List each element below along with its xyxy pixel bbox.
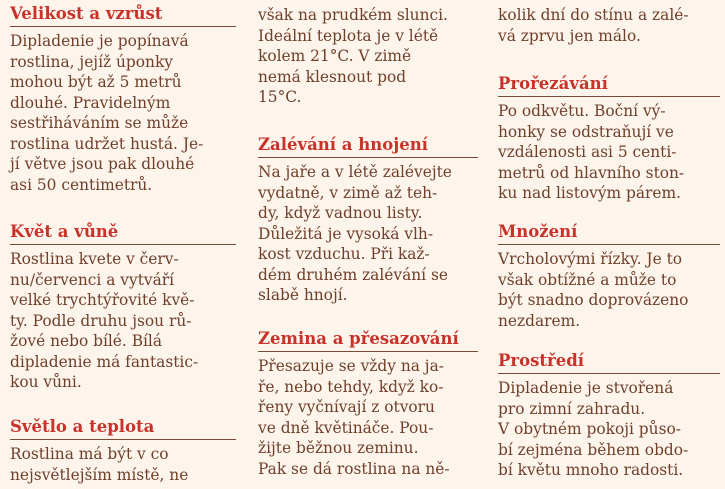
text-line: slabě hnojí. [258, 286, 348, 304]
section-continuation [498, 5, 720, 46]
text-line: rostlina udržet hustá. Je- [10, 134, 204, 153]
text-line: rostlina, jejíž úponky [10, 52, 173, 71]
section-heading: Zalévání a hnojení [258, 135, 478, 158]
section-heading: Zemina a přesazování [258, 329, 478, 352]
text-line: nemá klesnout pod [258, 67, 407, 86]
text-line: žijte běžnou zeminu. [258, 439, 419, 457]
text-line: Přesazuje se vždy na ja- [258, 357, 444, 375]
section-text [258, 5, 478, 108]
section-heading: Prořezávání [498, 74, 720, 97]
text-line: řeny vyčnívají z otvoru [258, 398, 435, 416]
text-line: velké trychtýřovité kvě- [10, 291, 195, 309]
section-heading: Množení [498, 222, 720, 245]
text-line: kou vůni. [10, 373, 82, 391]
section-heading: Světlo a teplota [10, 417, 236, 440]
text-line: vá zprvu jen málo. [498, 26, 641, 45]
section-heading: Prostředí [498, 351, 720, 374]
text-line: nu/červenci a vytváří [10, 270, 175, 289]
section-velikost [10, 4, 236, 195]
text-line: honky se odstraňují ve [498, 122, 674, 141]
text-line: ře, nebo tehdy, když ko- [258, 377, 444, 396]
text-line: žové nebo bílé. Bílá [10, 332, 163, 350]
text-line: kolem 21°C. V zimě [258, 47, 412, 65]
text-line: Rostlina má být v co [10, 445, 169, 463]
text-line: dém druhém zalévání se [258, 265, 448, 284]
text-line: Rostlina kvete v červ- [10, 250, 179, 268]
section-text [10, 249, 236, 393]
section-text [498, 378, 720, 481]
text-line: metrů od hlavního ston- [498, 163, 685, 182]
section-text [258, 162, 478, 306]
text-line: kolik dní do stínu a zalé- [498, 6, 689, 24]
text-line: vydatně, v zimě až teh- [258, 183, 438, 202]
text-line: 15°C. [258, 88, 302, 106]
text-line: pro zimní zahradu. [498, 399, 646, 418]
text-line: sestřiháváním se může [10, 114, 189, 132]
section-text [10, 31, 236, 195]
text-line: Vrcholovými řízky. Je to [498, 250, 683, 268]
section-zemina [258, 329, 478, 479]
text-line: ku nad listovým párem. [498, 184, 682, 202]
text-line: ve dně květináče. Pou- [258, 418, 434, 437]
text-line: Dipladenie je stvořená [498, 379, 674, 397]
section-mnozeni [498, 222, 720, 331]
text-line: kost vzduchu. Při kaž- [258, 245, 430, 263]
text-line: dipladenie má fantastic- [10, 352, 199, 371]
text-line: Dipladenie je popínavá [10, 32, 189, 50]
text-line: nezdarem. [498, 311, 581, 330]
section-continuation [258, 5, 478, 108]
text-line: Po odkvětu. Boční vý- [498, 102, 666, 120]
text-line: Na jaře a v létě zalévejte [258, 163, 452, 181]
section-text [498, 249, 720, 331]
text-line: však obtížné a může to [498, 270, 677, 289]
text-line: Ideální teplota je v létě [258, 26, 439, 45]
text-line: dy, když vadnou listy. [258, 204, 423, 222]
text-line: být snadno doprovázeno [498, 291, 689, 309]
text-line: dlouhé. Pravidelným [10, 93, 171, 112]
text-line: nejsvětlejším místě, ne [10, 465, 189, 484]
section-text [258, 356, 478, 479]
text-line: V obytném pokoji půso- [498, 420, 681, 438]
text-line: asi 50 centimetrů. [10, 175, 153, 194]
text-line: mohou být až 5 metrů [10, 73, 182, 91]
text-line: však na prudkém slunci. [258, 6, 448, 24]
text-line: bí zejména během obdo- [498, 440, 689, 459]
text-line: vzdálenosti asi 5 centi- [498, 143, 677, 161]
section-text [498, 101, 720, 204]
section-text [10, 444, 236, 485]
section-kvet [10, 222, 236, 393]
text-line: bí květu mnoho radosti. [498, 461, 684, 479]
text-line: Důležitá je vysoká vlh- [258, 224, 434, 243]
section-prostredi [498, 351, 720, 481]
text-line: jí větve jsou pak dlouhé [10, 155, 195, 173]
section-text [498, 5, 720, 46]
section-prorezavani [498, 74, 720, 204]
section-heading: Květ a vůně [10, 222, 236, 245]
text-line: Pak se dá rostlina na ně- [258, 459, 450, 478]
section-svetlo [10, 417, 236, 485]
section-heading: Velikost a vzrůst [10, 4, 236, 27]
text-line: ty. Podle druhu jsou rů- [10, 311, 192, 330]
section-zalevani [258, 135, 478, 306]
